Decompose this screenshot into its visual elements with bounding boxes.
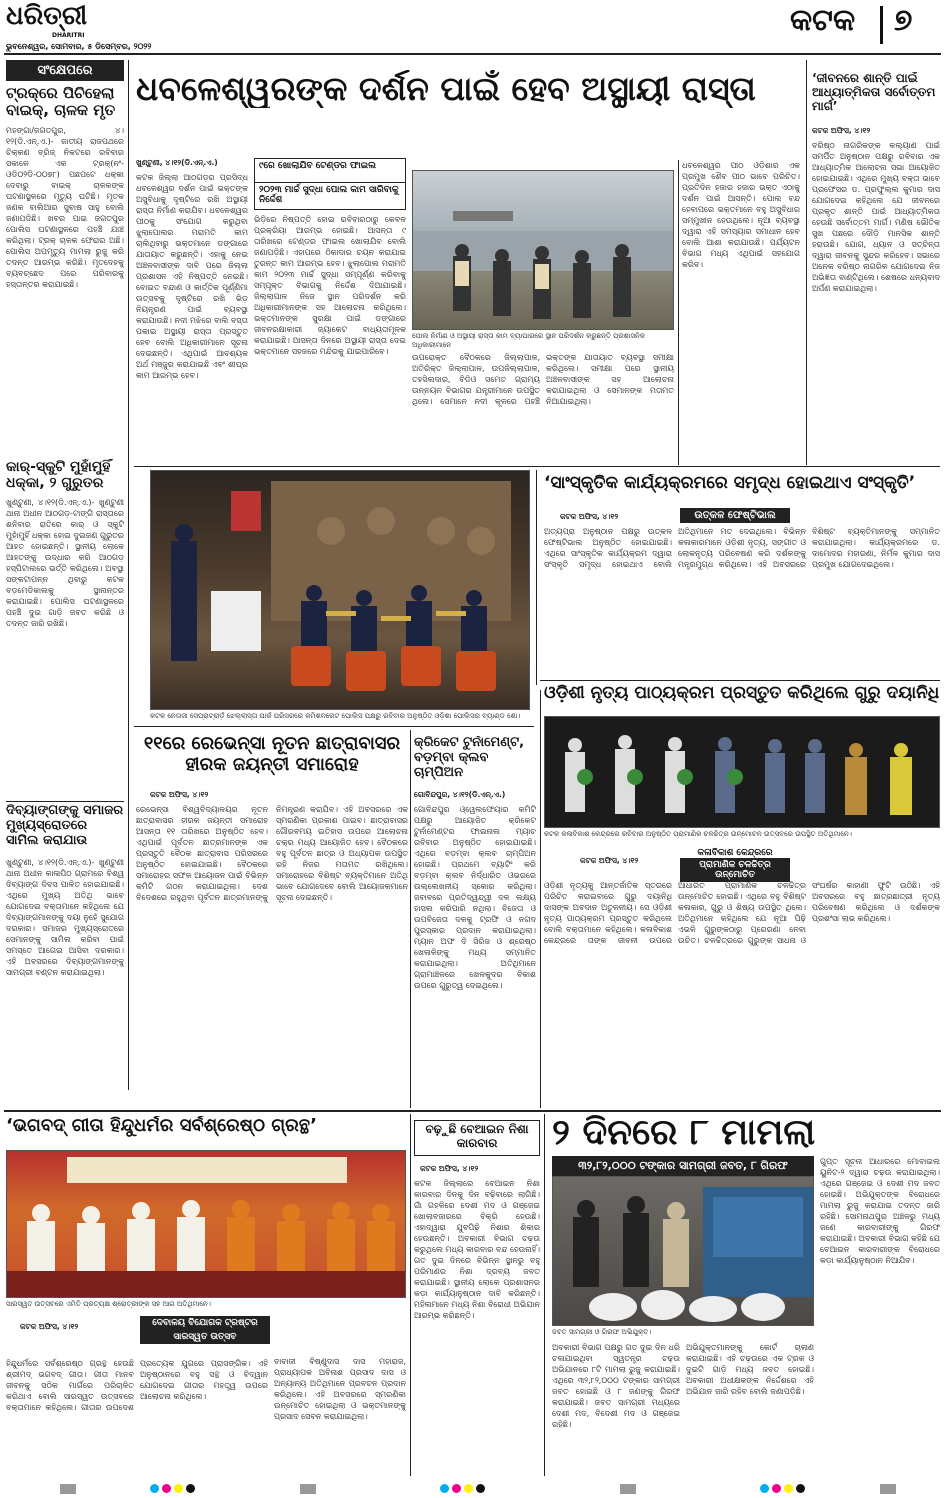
odissi-headline: ଓଡ଼ିଶୀ ନୃତ୍ୟ ପାଠ୍ୟକ୍ରମ ପ୍ରସ୍ତୁତ କରିଥିଲେ ଗୁରୁ ଦୟାନିଧି — [544, 684, 940, 703]
gita-body: ହିନ୍ଦୁଧର୍ମରେ ସର୍ବଶ୍ରେଷ୍ଠ ଗ୍ରନ୍ଥ ହେଉଛି ଶ୍ରୀମଦ୍‌ ଭଗବଦ୍‌ ଗୀତା। ଗୀତା ମାନବ ଜୀବନକୁ ସଠିକ ମାର୍ଗରେ ପରିଚାଳିତ କରିଥାଏ ବୋଲି ସାରସ୍ୱତ ଉତ୍ସବରେ ବକ୍ତାମାନେ କହିଥିଲେ। ଗୀତାର ଉପଦେଶ ପ୍ରତ୍ୟେକ ଯୁଗରେ ପ୍ରାସଙ୍ଗିକ। ଏହି ଅନୁଷ୍ଠାନରେ ବହୁ ସନ୍ଥ ଓ ବିଦ୍ୱାନ ଯୋଗଦେଇ ଗୀତାର ମହତ୍ତ୍ୱ ଉପରେ ଆଲୋଚନା କରିଥିଲେ। — [6, 1359, 268, 1412]
culture-divider — [536, 470, 537, 685]
brief-label: ସଂକ୍ଷେପରେ — [6, 60, 124, 81]
right-top-headline: ‘ଜୀବନରେ ଶାନ୍ତି ପାଇଁ ଆଧ୍ୟାତ୍ମିକତା ସର୍ବୋତ୍ତମ ମାର୍ଗ’ — [812, 72, 936, 113]
gita-body-2: ବାବାଜୀ ବିଷ୍ଣୁଦାସ ଦାସ ମହାରାଜ, ପ୍ରାଧ୍ୟାପକ ଅବିନାଶ ପ୍ରସାଦ ଦାସ ଓ ଅନ୍ୟାନ୍ୟ ଅତିଥିମାନେ ପ୍ରବଚନ ପ୍ରଦାନ କରିଥିଲେ। ଏହି ଅବସରରେ ସ୍ମରଣିକା ଉନ୍ମୋଚିତ ହୋଇଥିଲା ଓ ଭକ୍ତମାନଙ୍କୁ ପ୍ରସାଦ ସେବନ କରାଯାଇଥିଲା। — [274, 1357, 406, 1421]
brief-column — [6, 60, 124, 1085]
brief-headline-3: ଦିବ୍ୟାଙ୍ଗଙ୍କୁ ସମାଜର ମୁଖ୍ୟସ୍ରୋତରେ ସାମିଲ କରାଯାଉ — [6, 801, 124, 855]
odissi-photo-caption: କଟକ କଳାବିକାଶ କେନ୍ଦ୍ରରେ ରବିବାର ଅନୁଷ୍ଠିତ ପ୍ରାମାଣିକ ଚଳଚ୍ଚିତ୍ର ଉନ୍ମୋଚନ ଉତ୍ସବରେ ଉପସ୍ଥିତ ଅତିଥିମାନେ। — [544, 830, 852, 838]
lead-col-3: ଉପରୋକ୍ତ ବୈଠକରେ ଜିଲ୍ଲାପାଳ, ଅତିରିକ୍ତ ଜିଲ୍ଲାପାଳ, ଉପଜିଲ୍ଲାପାଳ, ତହସିଲଦାର, ବିଡିଓ ସମେତ ଗ୍ରାମ୍ୟ ଉନ୍ନୟନ ବିଭାଗର ଯନ୍ତ୍ରୀମାନେ ଉପସ୍ଥିତ ଥିଲେ। ସେମାନେ ନଦୀ କୂଳରେ ପହଞ୍ଚି ଭକ୍ତଙ୍କ ଯାତାୟାତ ବ୍ୟବସ୍ଥା ସମୀକ୍ଷା କରିଥିଲେ। ସମୀକ୍ଷା ପରେ ସ୍ଥାନୀୟ ଅଞ୍ଚଳବାସୀଙ୍କ ସହ ଆଲୋଚନା କରାଯାଇଥିଲା ଓ ସେମାନଙ୍କ ମତାମତ ନିଆଯାଇଥିଲା। — [412, 353, 674, 406]
reg-block-left — [60, 1484, 76, 1494]
brief-body-3: ଖୁଣ୍ଟୁଣୀ, ୪।୧୨(ଡି.ଏନ୍‌.ଏ.)- ଖୁଣ୍ଟୁଣୀ ଥାନା ଅଧୀନ କାଳାପିଠ ଗ୍ରାମରେ ବିଶ୍ୱ ଦିବ୍ୟାଙ୍ଗ ଦିବସ ପାଳିତ ହୋଇଯାଇଛି। ଏଥିରେ ମୁଖ୍ୟ ଅତିଥି ଭାବେ ଯୋଗଦେଇ ବକ୍ତାମାନେ କହିଥିଲେ ଯେ ଦିବ୍ୟାଙ୍ଗମାନଙ୍କୁ ଦୟା ନୁହେଁ ସୁଯୋଗ ଦରକାର। ସମାଜର ମୁଖ୍ୟସ୍ରୋତରେ ସେମାନଙ୍କୁ ସାମିଲ କରିବା ପାଇଁ ସମସ୍ତେ ଆଗେଇ ଆସିବା ଦରକାର। ଏହି ଅବସରରେ ଦିବ୍ୟାଙ୍ଗମାନଙ୍କୁ ସାମଗ୍ରୀ ବଣ୍ଟନ କରାଯାଇଥିଲା। — [6, 858, 124, 977]
reg-dot-black-1 — [186, 1484, 195, 1493]
brief-divider — [128, 60, 129, 1090]
brass-band-scene — [151, 471, 530, 710]
reg-dot-yellow-1 — [174, 1484, 183, 1493]
reg-dot-yellow-2 — [464, 1484, 473, 1493]
lead-highlight-2: ୨୦୨୩ ମାର୍ଚ୍ଚ ସୁଦ୍ଧା ପୋଲ କାମ ସାରିବାକୁ ନିର୍ଦ୍ଦେଶ — [259, 185, 399, 205]
masthead — [0, 0, 945, 51]
cases-headline: ୨ ଦିନରେ ୮ ମାମଲା — [552, 1112, 816, 1153]
print-registration-strip — [0, 1480, 945, 1498]
lead-col-2: ଭିଡ଼ିରେ ନିଷ୍ପତ୍ତି ହୋଇ ରବିବାରଠାରୁ କେବଳ ପ୍ରକ୍ରିୟା ଆରମ୍ଭ ହୋଇଛି। ଆସନ୍ତା ୯ ତାରିଖରେ ଟେଣ୍ଡର ଫାଇଲ ଖୋଲାଯିବ ବୋଲି ଜଣାପଡ଼ିଛି। ଏହାପରେ ଠିକାଦାର ଚୟନ କରାଯାଇ ତୁରନ୍ତ କାମ ଆରମ୍ଭ ହେବ। ଝୁଲାପୋଲ ମରାମତି କାମ ୨୦୨୩ ମାର୍ଚ୍ଚ ସୁଦ୍ଧା ସମ୍ପୂର୍ଣ୍ଣ କରିବାକୁ ସମ୍ପୃକ୍ତ ବିଭାଗକୁ ନିର୍ଦ୍ଦେଶ ଦିଆଯାଇଛି। ଜିଲ୍ଲାପାଳ ନିଜେ ସ୍ଥାନ ପରିଦର୍ଶନ କରି ଅଧିକାରୀମାନଙ୍କ ସହ ଆଲୋଚନା କରିଥିଲେ। ଭକ୍ତମାନଙ୍କ ସୁରକ୍ଷା ପାଇଁ ଡଙ୍ଗାରେ ଜୀବନରକ୍ଷାକାରୀ ଜ୍ୟାକେଟ ବାଧ୍ୟତାମୂଳକ କରାଯାଇଛି। ଆସନ୍ତା ଦିନରେ ଅସ୍ଥାୟୀ ରାସ୍ତା ଦେଇ ଭକ୍ତମାନେ ସହଜରେ ମନ୍ଦିରକୁ ଯାଇପାରିବେ। — [254, 215, 406, 356]
brief-headline-1: ଟ୍ରକ୍‌ରେ ପିଚିହେଲା ବାଇକ୍‌, ଚାଳକ ମୃତ — [6, 85, 116, 120]
liquor-divider — [410, 1114, 411, 1476]
right-top-divider — [806, 60, 807, 465]
reg-dot-magenta-2 — [452, 1484, 461, 1493]
gita-dateline: କଟକ ଅଫିସ, ୪।୧୨ — [20, 1322, 79, 1331]
hostel-headline: ୧୧ରେ ରେଭେନ୍ସା ନୂତନ ଛାତ୍ରାବାସର ହୀରକ ଜୟନ୍ତୀ ସମାରୋହ — [143, 734, 401, 775]
brass-band-photo — [150, 470, 530, 710]
reg-block-right — [880, 1484, 896, 1494]
odissi-tag-1: କଳାବିକାଶ କେନ୍ଦ୍ରରେ — [680, 848, 790, 858]
reg-dot-magenta-3 — [772, 1484, 781, 1493]
reg-block-mid-2 — [620, 1484, 636, 1494]
right-top-dateline: କଟକ ଅଫିସ, ୪।୧୨ — [812, 126, 871, 135]
reg-dot-magenta-1 — [162, 1484, 171, 1493]
reg-dot-cyan-2 — [440, 1484, 449, 1493]
page-number: ୭ — [894, 4, 913, 38]
cases-col-2: ଅଭିଯୁକ୍ତମାନଙ୍କୁ କୋର୍ଟ ଚାଲାଣ କରାଯାଇଛି। ଏହି ଚଢ଼ଉରେ ଏକ ଟ୍ରକ ଓ ଦୁଇଟି ଗାଡ଼ି ମଧ୍ୟ ଜବତ ହୋଇଛି। ଅବକାରୀ ଅଧୀକ୍ଷକଙ୍କ ନିର୍ଦ୍ଦେଶରେ ଏହି ଅଭିଯାନ ଜାରି ରହିବ ବୋଲି ଜଣାପଡ଼ିଛି। — [686, 1343, 814, 1396]
cases-photo-caption: ଜବତ ସାମଗ୍ରୀ ଓ ଗିରଫ ଅଭିଯୁକ୍ତ। — [552, 1328, 652, 1336]
cases-divider — [544, 1114, 545, 1476]
hostel-dateline: କଟକ ଅଫିସ, ୪।୧୨ — [150, 790, 209, 799]
odissi-tag-box — [680, 848, 790, 882]
masthead-logo-sub: DHARITRI — [52, 32, 85, 39]
gita-photo-caption: ସାରସ୍ୱତ ଉତ୍ସବରେ ଏମିତି ପ୍ରତ୍ୟକ୍ଷ ଶ୍ରୋତ୍ରୀଙ୍କ ସହ ଆଗ ଅତିଥିମାନେ। — [6, 1300, 211, 1308]
reg-dot-black-2 — [476, 1484, 485, 1493]
masthead-rule — [4, 53, 941, 55]
gita-tag-2: ସାରସ୍ୱତ ଉତ୍ସବ — [140, 1330, 270, 1344]
cricket-dateline: ଗୋବିନ୍ଦପୁର, ୪।୧୨(ଡି.ଏନ୍‌.ଏ.) — [414, 790, 506, 799]
reg-dot-black-3 — [796, 1484, 805, 1493]
reg-block-mid-1 — [300, 1484, 316, 1494]
hostel-top-rule — [134, 726, 534, 727]
reg-dot-yellow-3 — [784, 1484, 793, 1493]
right-top-body: ବରିଷ୍ଠ ନାଗରିକଙ୍କ କଲ୍ୟାଣ ପାଇଁ ସମର୍ପିତ ଅନୁଷ୍ଠାନ ପକ୍ଷରୁ ରବିବାର ଏକ ଆଧ୍ୟାତ୍ମିକ ଆଲୋଚନା ସଭା ଆୟୋଜିତ ହୋଇଯାଇଛି। ଏଥିରେ ମୁଖ୍ୟ ବକ୍ତା ଭାବେ ପ୍ରଫେସର ଡ. ପ୍ରଫୁଲ୍ଲ କୁମାର ଦାସ ଯୋଗଦେଇ କହିଥିଲେ ଯେ ଜୀବନରେ ପ୍ରକୃତ ଶାନ୍ତି ପାଇଁ ଆଧ୍ୟାତ୍ମିକତା ହେଉଛି ସର୍ବୋତ୍ତମ ମାର୍ଗ। ମଣିଷ ଭୌତିକ ସୁଖ ପଛରେ ଦୌଡ଼ି ମାନସିକ ଶାନ୍ତି ହରାଉଛି। ଯୋଗ, ଧ୍ୟାନ ଓ ସତ୍‌ଚିନ୍ତା ଦ୍ୱାରା ଜୀବନକୁ ସୁନ୍ଦର କରିହେବ। ସଭାରେ ଅନେକ ବରିଷ୍ଠ ନାଗରିକ ଯୋଗଦେଇ ନିଜ ଅଭିଜ୍ଞତା ବାଣ୍ଟିଥିଲେ। ଶେଷରେ ଧନ୍ୟବାଦ ଅର୍ପଣ କରାଯାଇଥିଲା। — [812, 141, 940, 293]
culture-tag: ଉତ୍କଳ ଫେଷ୍ଟିଭାଲ — [680, 508, 790, 523]
culture-body: ଅତ୍ୟପ୍ରା ଅନୁଷ୍ଠାନ ପକ୍ଷରୁ ଉତ୍କଳ ଫେଷ୍ଟିଭାଲ ଅନୁଷ୍ଠିତ ହୋଇଯାଇଛି। ଏଥିରେ ସାଂସ୍କୃତିକ କାର୍ଯ୍ୟକ୍ରମ ଦ୍ୱାରା ସଂସ୍କୃତି ସମୃଦ୍ଧ ହୋଇଥାଏ ବୋଲି ଅତିଥିମାନେ ମତ ଦେଇଥିଲେ। ବିଭିନ୍ନ କଳାକାରମାନେ ଓଡ଼ିଶୀ ନୃତ୍ୟ, ସଙ୍ଗୀତ ଓ ଲୋକନୃତ୍ୟ ପରିବେଷଣ କରି ଦର୍ଶକଙ୍କୁ ମନ୍ତ୍ରମୁଗ୍ଧ କରିଥିଲେ। ଏହି ଅବସରରେ ବିଶିଷ୍ଟ ବ୍ୟକ୍ତିମାନଙ୍କୁ ସମ୍ମାନିତ କରାଯାଇଥିଲା। କାର୍ଯ୍ୟକ୍ରମରେ ଡ. ଦାମୋଦର ମହାରଣା, ନିର୍ମଳ କୁମାର ଦାସ ପ୍ରମୁଖ ଯୋଗଦେଇଥିଲେ। — [544, 527, 940, 569]
odissi-photo — [544, 716, 940, 828]
odissi-scene — [545, 717, 940, 828]
section-divider — [880, 6, 883, 44]
gita-headline: ‘ଭଗବଦ୍‌ ଗୀତା ହିନ୍ଦୁଧର୍ମର ସର୍ବଶ୍ରେଷ୍ଠ ଗ୍ରନ୍ଥ’ — [6, 1116, 317, 1136]
cases-col-3: ଗୁପ୍ତ ସୂଚନା ଆଧାରରେ ମୋବାଇଲ ୟୁନିଟ-୨ ଦ୍ୱାରା ଚଢ଼ଉ କରାଯାଇଥିଲା। ଏଥିରେ ଗଞ୍ଜେଇ ଓ ଦେଶୀ ମଦ ଜବତ ହୋଇଛି। ଅଭିଯୁକ୍ତଙ୍କ ବିରୋଧରେ ମାମଲା ରୁଜୁ କରାଯାଇ ତଦନ୍ତ ଜାରି ରହିଛି। ସୋମନାଥପୁର ଅଞ୍ଚଳରୁ ମଧ୍ୟ ଜଣେ କାରବାରୀଙ୍କୁ ଗିରଫ କରାଯାଇଛି। ଅବକାରୀ ବିଭାଗ କହିଛି ଯେ ବେଆଇନ କାରବାରୀଙ୍କ ବିରୋଧରେ କଡ଼ା କାର୍ଯ୍ୟାନୁଷ୍ଠାନ ନିଆଯିବ। — [820, 1157, 940, 1265]
cases-photo — [552, 1176, 814, 1326]
section-name: କଟକ — [790, 4, 856, 38]
cricket-headline: କ୍ରିକେଟ ଟୁର୍ନାମେଣ୍ଟ, ବଡ଼ମ୍ବା କ୍ଲବ ଚାମ୍ପିଅନ — [414, 736, 525, 780]
odissi-tag-2: ପ୍ରାମାଣିକ ଚଳଚ୍ଚିତ୍ର ଉନ୍ମୋଚିତ — [680, 858, 790, 882]
gita-tag-1: ଦେବାଳୟ ବିଯୋଗକ ଟ୍ରଷ୍ଟର — [140, 1316, 270, 1330]
lead-highlight-box — [254, 158, 406, 210]
cases-subhead: ୩୨,୮୨,୦୦୦ ଟଙ୍କାର ସାମଗ୍ରୀ ଜବତ, ୮ ଗିରଫ — [552, 1156, 814, 1176]
cases-col-1: ଅବକାରୀ ବିଭାଗ ପକ୍ଷରୁ ଗତ ଦୁଇ ଦିନ ଧରି ଚଳାଯାଇଥିବା ସ୍ୱତନ୍ତ୍ର ଚଢ଼ଉ ଅଭିଯାନରେ ୮ଟି ମାମଲା ରୁଜୁ କରାଯାଇଛି। ଏଥିରେ ୩୨,୮୨,୦୦୦ ଟଙ୍କାର ସାମଗ୍ରୀ ଜବତ ହୋଇଛି ଓ ୮ ଜଣଙ୍କୁ ଗିରଫ କରାଯାଇଛି। ଜବତ ସାମଗ୍ରୀ ମଧ୍ୟରେ ଦେଶୀ ମଦ, ବିଦେଶୀ ମଦ ଓ ଗଞ୍ଜେଇ ରହିଛି। — [552, 1343, 680, 1429]
brief-body-1: ମହଙ୍ଗା/ଜଗତପୁର, ୪।୧୨(ଡି.ଏନ୍‌.ଏ.)- ଜାତୀୟ ରାଜପଥରେ ଚିକ୍କଣ ବ୍ରିଜ୍‌ ନିକଟରେ ରବିବାର ସକାଳେ ଏକ ଟ୍ରକ୍‌(ନଂ- ଓଡି୦୨ଡି-୦୦୭୮) ପଛପଟେ ଧକ୍କା ଦେବାରୁ ବାଇକ୍‌ ଚାଳକଙ୍କ ଘଟଣାସ୍ଥଳରେ ମୃତ୍ୟୁ ଘଟିଛି। ମୃତକ ଜଣକ ବାଲିଆର ସୁବାଷ ସାହୁ ବୋଲି ଜଣାପଡିଛି। ଖବର ପାଇ ଜଗତପୁର ପୋଲିସ ଘଟଣାସ୍ଥଳରେ ପହଞ୍ଚି ଯାଞ୍ଚ କରିଥିଲା। ଟ୍ରକ୍‌ ଚାଳକ ଫେରାର ଅଛି। ପୋଲିସ ଅପମୃତ୍ୟୁ ମାମଲା ରୁଜୁ କରି ତଦନ୍ତ ଆରମ୍ଭ କରିଛି। ମୃତଦେହକୁ ବ୍ୟବଚ୍ଛେଦ ପରେ ପରିବାରକୁ ହସ୍ତାନ୍ତର କରାଯାଇଛି। — [6, 126, 124, 289]
brief-headline-2: କାର୍‌-ସ୍କୁଟି ମୁହାଁମୁହିଁ ଧକ୍କା, ୨ ଗୁରୁତର — [6, 459, 111, 492]
lead-photo-caption: ପୋଲ ନିର୍ମାଣ ଓ ଅସ୍ଥାୟୀ ରାସ୍ତା କାମ ବ୍ୟାପାରରେ ସ୍ଥାନ ପରିଦର୍ଶନ କରୁଛନ୍ତି ପ୍ରଶାସନିକ ଅଧିକାରୀମାନେ — [412, 332, 646, 349]
gita-photo — [6, 1150, 406, 1298]
culture-headline: ‘ସାଂସ୍କୃତିକ କାର୍ଯ୍ୟକ୍ରମରେ ସମୃଦ୍ଧ ହୋଇଥାଏ ସଂସ୍କୃତି’ — [544, 474, 916, 493]
odissi-body: ଓଡ଼ିଶୀ ନୃତ୍ୟକୁ ଆନ୍ତର୍ଜାତିକ ସ୍ତରରେ ପରିଚିତ କରାଇବାରେ ଗୁରୁ ଦୟାନିଧି ଦାସଙ୍କ ଅବଦାନ ଅତୁଳନୀୟ। ସେ ଓଡ଼ିଶୀ ନୃତ୍ୟ ପାଠ୍ୟକ୍ରମ ପ୍ରସ୍ତୁତ କରିଥିଲେ ବୋଲି ବକ୍ତାମାନେ କହିଥିଲେ। କଳାବିକାଶ କେନ୍ଦ୍ରରେ ତାଙ୍କ ଜୀବନୀ ଉପରେ ଆଧାରିତ ପ୍ରାମାଣିକ ଚଳଚ୍ଚିତ୍ର ଉନ୍ମୋଚିତ ହୋଇଛି। ଏଥିରେ ବହୁ ବିଶିଷ୍ଟ କଳାକାର, ଗୁରୁ ଓ ଶିଷ୍ୟ ଉପସ୍ଥିତ ଥିଲେ। ଅତିଥିମାନେ କହିଥିଲେ ଯେ ନୂଆ ପିଢ଼ି ଏଭଳି ଗୁରୁଙ୍କଠାରୁ ପ୍ରେରଣା ନେବା ଉଚିତ। ଚଳଚ୍ଚିତ୍ରରେ ଗୁରୁଙ୍କ ସାଧନା ଓ ସଂଘର୍ଷର କାହାଣୀ ଫୁଟି ଉଠିଛି। ଏହି ଅବସରରେ ବହୁ ଛାତ୍ରଛାତ୍ରୀ ନୃତ୍ୟ ପରିବେଷଣ କରିଥିଲେ ଓ ଦର୍ଶକଙ୍କ ପ୍ରଶଂସା ଲାଭ କରିଥିଲେ। — [544, 881, 940, 945]
culture-bottom-rule — [540, 680, 940, 681]
reg-dot-cyan-1 — [150, 1484, 159, 1493]
hostel-body: ରେଭେନ୍ସା ବିଶ୍ୱବିଦ୍ୟାଳୟର ନୂତନ ଛାତ୍ରାବାସର ହୀରକ ଜୟନ୍ତୀ ସମାରୋହ ଆସନ୍ତା ୧୧ ତାରିଖରେ ଅନୁଷ୍ଠିତ ହେବ। ଏଥିପାଇଁ ପୂର୍ବତନ ଛାତ୍ରମାନଙ୍କ ଏକ ପ୍ରସ୍ତୁତି ବୈଠକ ଛାତ୍ରାବାସ ପରିସରରେ ଅନୁଷ୍ଠିତ ହୋଇଯାଇଛି। ବୈଠକରେ ସମାରୋହର ସଫଳ ଆୟୋଜନ ପାଇଁ ବିଭିନ୍ନ କମିଟି ଗଠନ କରାଯାଇଥିଲା। ଦେଶ ବିଦେଶରେ ରହୁଥିବା ପୂର୍ବତନ ଛାତ୍ରମାନଙ୍କୁ ନିମନ୍ତ୍ରଣ କରାଯିବ। ଏହି ଅବସରରେ ଏକ ସ୍ମରଣିକା ପ୍ରକାଶ ପାଇବ। ଛାତ୍ରାବାସର ଗୌରବମୟ ଇତିହାସ ଉପରେ ଆଲୋଚନା ଚକ୍ର ମଧ୍ୟ ଆୟୋଜିତ ହେବ। ବୈଠକରେ ବହୁ ପୂର୍ବତନ ଛାତ୍ର ଓ ଅଧ୍ୟାପକ ଉପସ୍ଥିତ ରହି ନିଜର ମତାମତ ରଖିଥିଲେ। ସମାରୋହରେ ବିଶିଷ୍ଟ ବ୍ୟକ୍ତିମାନେ ଅତିଥି ଭାବେ ଯୋଗଦେବେ ବୋଲି ଆୟୋଜକମାନେ ସୂଚନା ଦେଇଛନ୍ତି। — [136, 805, 408, 902]
masthead-logo: ଧରିତ୍ରୀ — [6, 2, 88, 31]
cricket-body: ଗୋବିନ୍ଦପୁର ଓ୍ୱେଲଫେୟାର କମିଟି ପକ୍ଷରୁ ଆୟୋଜିତ କ୍ରିକେଟ ଟୁର୍ନାମେଣ୍ଟର ଫାଇନାଲ ମ୍ୟାଚ ରବିବାର ଅନୁଷ୍ଠିତ ହୋଇଯାଇଛି। ଏଥିରେ ବଡ଼ମ୍ବା କ୍ଲବ ଚାମ୍ପିଅନ ହୋଇଛି। ପ୍ରଥମେ ବ୍ୟାଟିଂ କରି ବଡ଼ମ୍ବା କ୍ଲବ ନିର୍ଦ୍ଧାରିତ ଓଭରରେ ଉଲ୍ଲେଖନୀୟ ସ୍କୋର କରିଥିଲା। ଜବାବରେ ପ୍ରତିଦ୍ୱନ୍ଦ୍ୱୀ ଦଳ ଲକ୍ଷ୍ୟ ହାସଲ କରିପାରି ନଥିଲା। ବିଜେତା ଓ ଉପବିଜେତା ଦଳକୁ ଟ୍ରଫି ଓ ନଗଦ ପୁରସ୍କାର ପ୍ରଦାନ କରାଯାଇଥିଲା। ମ୍ୟାନ ଅଫ ଦି ସିରିଜ ଓ ଶ୍ରେଷ୍ଠ ଖେଳାଳିଙ୍କୁ ମଧ୍ୟ ସମ୍ମାନିତ କରାଯାଇଥିଲା। ଅତିଥିମାନେ ଗ୍ରାମାଞ୍ଚଳରେ ଖେଳକୁଦର ବିକାଶ ଉପରେ ଗୁରୁତ୍ୱ ଦେଇଥିଲେ। — [414, 805, 536, 990]
liquor-body: କଟକ ଜିଲ୍ଲାରେ ବେଆଇନ ନିଶା କାରବାର ଦିନକୁ ଦିନ ବଢ଼ିବାରେ ଲାଗିଛି। ଗାଁ ଗହଳିରେ ଦେଶୀ ମଦ ଓ ଗଞ୍ଜେଇ ଖୋଲାବଜାରରେ ବିକ୍ରି ହେଉଛି। ଏହାଦ୍ୱାରା ଯୁବପିଢ଼ି ନିଶାର ଶିକାର ହେଉଛନ୍ତି। ଅବକାରୀ ବିଭାଗ ଚଢ଼ଉ କରୁଥିଲେ ମଧ୍ୟ କାରବାର ବନ୍ଦ ହେଉନାହିଁ। ଗତ ଦୁଇ ଦିନରେ ବିଭିନ୍ନ ସ୍ଥାନରୁ ବହୁ ପରିମାଣର ନିଶା ଦ୍ରବ୍ୟ ଜବତ କରାଯାଇଛି। ସ୍ଥାନୀୟ ଲୋକେ ପ୍ରଶାସନର କଡ଼ା କାର୍ଯ୍ୟାନୁଷ୍ଠାନ ଦାବି କରିଛନ୍ତି। ମହିଳାମାନେ ମଧ୍ୟ ନିଶା ବିରୋଧୀ ଅଭିଯାନ ଆରମ୍ଭ କରିଛନ୍ତି। — [414, 1179, 540, 1320]
cricket-divider — [410, 730, 411, 1108]
masthead-dateline: ଭୁବନେଶ୍ୱର, ସୋମବାର, ୫ ଡିସେମ୍ବର, ୨୦୨୨ — [6, 42, 152, 51]
lead-bottom-rule — [134, 466, 940, 467]
lead-col-1: କଟକ ଜିଲ୍ଲା ଆଠଗଡ଼ର ପ୍ରସିଦ୍ଧ ଧବଳେଶ୍ୱର ଦର୍ଶନ ପାଇଁ ଭକ୍ତଙ୍କ ଅସୁବିଧାକୁ ଦୃଷ୍ଟିରେ ରଖି ଅସ୍ଥାୟୀ ରାସ୍ତା ନିର୍ମାଣ କରାଯିବ। ଧବଳେଶ୍ୱର ପୀଠକୁ ସଂଯୋଗ କରୁଥିବା ଝୁଲାପୋଲର ମରାମତି କାମ ଚାଲିଥିବାରୁ ଭକ୍ତମାନେ ଡଙ୍ଗାରେ ଯାତାୟାତ କରୁଛନ୍ତି। ଏହାକୁ ନେଇ ଅଞ୍ଚଳବାସୀଙ୍କ ଦାବି ପରେ ଜିଲ୍ଲା ପ୍ରଶାସନ ଏହି ନିଷ୍ପତ୍ତି ନେଇଛି। ବୋଇତ ବନ୍ଦାଣ ଓ କାର୍ତ୍ତିକ ପୂର୍ଣ୍ଣିମା ଉତ୍ସବକୁ ଦୃଷ୍ଟିରେ ରଖି ଭିଡ଼ ନିୟନ୍ତ୍ରଣ ପାଇଁ ବ୍ୟବସ୍ଥା କରାଯାଉଛି। ନଦୀ ମଝିରେ ବାଲି ବସ୍ତା ପକାଇ ଅସ୍ଥାୟୀ ରାସ୍ତା ପ୍ରସ୍ତୁତ ହେବ ବୋଲି ଅଧିକାରୀମାନେ ସୂଚନା ଦେଇଛନ୍ତି। ଏଥିପାଇଁ ଆବଶ୍ୟକ ଅର୍ଥ ମଞ୍ଜୁର କରାଯାଇଛି ଏବଂ ଶୀଘ୍ର କାମ ଆରମ୍ଭ ହେବ। — [136, 173, 248, 380]
lead-right-divider — [678, 160, 679, 465]
lead-photo-scene — [413, 171, 674, 330]
lead-col-4: ଧବଳେଶ୍ୱର ପୀଠ ଓଡ଼ିଶାର ଏକ ପ୍ରମୁଖ ଶୈବ ପୀଠ ଭାବେ ପରିଚିତ। ପ୍ରତିଦିନ ହଜାର ହଜାର ଭକ୍ତ ଏଠାକୁ ଦର୍ଶନ ପାଇଁ ଆସନ୍ତି। ପୋଲ ବନ୍ଦ ହେବାପରେ ଭକ୍ତମାନେ ବହୁ ଅସୁବିଧାର ସମ୍ମୁଖୀନ ହେଉଥିଲେ। ନୂଆ ବ୍ୟବସ୍ଥା ଦ୍ୱାରା ଏହି ସମସ୍ୟାର ସମାଧାନ ହେବ ବୋଲି ଆଶା କରାଯାଉଛି। ପର୍ଯ୍ୟଟନ ବିଭାଗ ମଧ୍ୟ ଏଥିପାଇଁ ସହଯୋଗ କରିବ। — [682, 161, 800, 269]
lead-dateline: ଖୁଣ୍ଟୁଣୀ, ୪।୧୨(ଡି.ଏନ୍‌.ଏ.) — [136, 158, 218, 167]
odissi-dateline: କଟକ ଅଫିସ, ୪।୧୨ — [580, 856, 639, 865]
reg-dot-cyan-3 — [760, 1484, 769, 1493]
lead-highlight-1: ୯ରେ ଖୋଲାଯିବ ଟେଣ୍ଡର ଫାଇଲ — [255, 159, 405, 183]
gita-tag-box — [140, 1316, 270, 1344]
brass-band-caption: କଟକ ନେତାଜୀ ସେପ୍ରାଟ୍ରାର୍ଡ଼ ଝେଲ୍ଲାସ୍ତା ପାର୍କ ପରିସରରେ କମିଶନରେଟ ପୋଲିସ ପକ୍ଷରୁ ରବିବାର ଅନୁଷ୍ଠିତ ଓଡ଼ିଶା ପୋଲିସର ବ୍ୟାଣ୍ଡ ଶୋ। — [150, 712, 521, 720]
liquor-dateline: କଟକ ଅଫିସ, ୪।୧୨ — [420, 1164, 479, 1173]
cricket-right-divider — [540, 690, 541, 1108]
lead-headline: ଧବଳେଶ୍ୱରଙ୍କ ଦର୍ଶନ ପାଇଁ ହେବ ଅସ୍ଥାୟୀ ରାସ୍ତା — [136, 70, 756, 108]
culture-dateline: କଟକ ଅଫିସ, ୪।୧୨ — [560, 512, 619, 521]
lead-photo — [412, 170, 674, 330]
brief-body-2: ଖୁଣ୍ଟୁଣୀ, ୪।୧୨(ଡି.ଏନ୍‌.ଏ.)- ଖୁଣ୍ଟୁଣୀ ଥାନା ଅଧୀନ ଆଠଗଡ଼-ଟାଙ୍ଗି ରାସ୍ତାରେ ଶନିବାର ରାତିରେ କାର୍‌ ଓ ସ୍କୁଟି ମୁହାଁମୁହିଁ ଧକ୍କା ହୋଇ ଦୁଇଜଣ ଗୁରୁତର ଆହତ ହୋଇଛନ୍ତି। ସ୍ଥାନୀୟ ଲୋକେ ଆହତଙ୍କୁ ଉଦ୍ଧାର କରି ଆଠଗଡ଼ ହସ୍ପିଟାଲରେ ଭର୍ତ୍ତି କରିଥିଲେ। ଅବସ୍ଥା ସଙ୍କଟାପନ୍ନ ଥିବାରୁ କଟକ ବଡ଼ମେଡିକାଲକୁ ସ୍ଥାନାନ୍ତର କରାଯାଇଛି। ପୋଲିସ ଘଟଣାସ୍ଥଳରେ ପହଞ୍ଚି ଦୁଇ ଗାଡ଼ି ଜବତ କରିଛି ଓ ତଦନ୍ତ ଜାରି ରଖିଛି। — [6, 498, 124, 628]
cases-scene — [553, 1177, 814, 1326]
gita-scene — [7, 1151, 406, 1298]
liquor-headline: ବଢ଼ୁଛି ବେଆଇନ ନିଶା କାରବାର — [414, 1120, 540, 1156]
